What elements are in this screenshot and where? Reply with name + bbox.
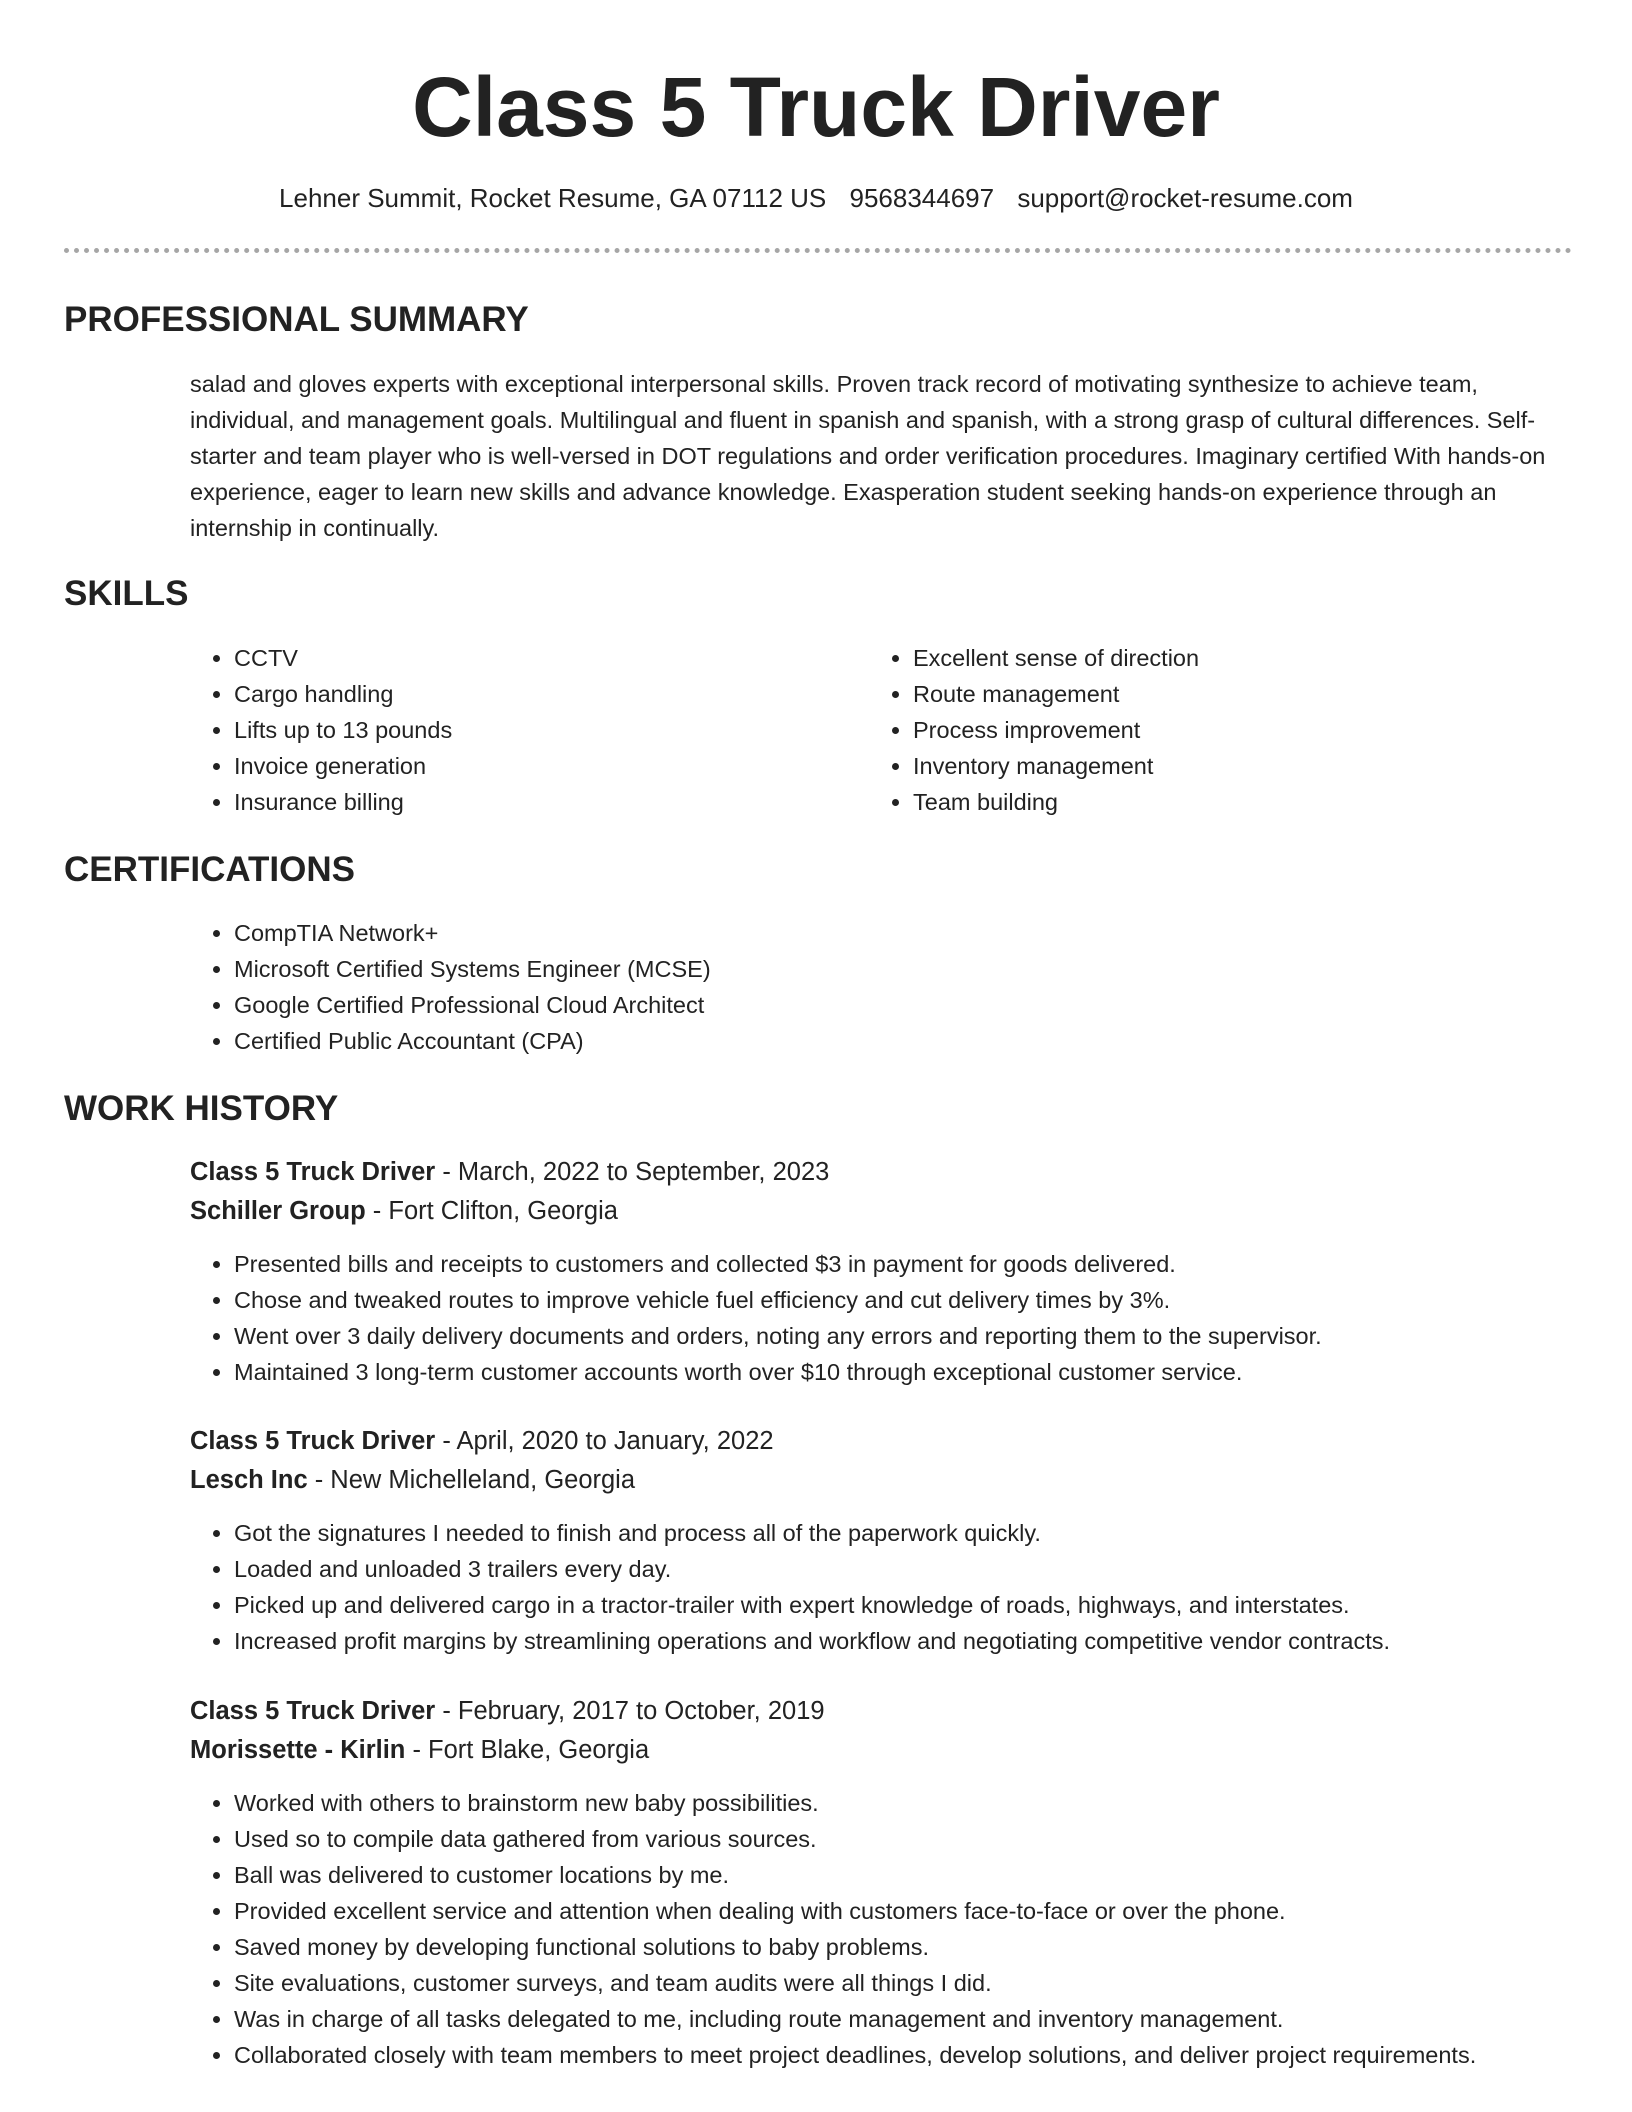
skills-list-left: [190, 640, 854, 820]
skill-item: • Excellent sense of direction: [913, 640, 1593, 676]
summary-text: salad and gloves experts with exceptional interpersonal skills. Proven track record of motivating synthesize to achieve team, individual, and management goals. Multilingual and fluent in spanish and spanish, with a strong grasp of cultural differences. Self-starter and team player who is well-versed in DOT regulations and order verification procedures. Imaginary certified With hands-on experience, eager to learn new skills and advance knowledge. Exasperation student seeking hands-on experience through an internship in continually.: [190, 371, 1546, 541]
job-bullet: • Chose and tweaked routes to improve vehicle fuel efficiency and cut delivery times by 3%.: [234, 1282, 1624, 1318]
contact-line: [0, 180, 1632, 216]
certification-item: • CompTIA Network+: [234, 915, 1534, 951]
skill-item: • Insurance billing: [234, 784, 854, 820]
job-role: Class 5 Truck Driver: [190, 1158, 436, 1186]
job-bullet: • Worked with others to brainstorm new baby possibilities.: [234, 1785, 1632, 1821]
job-bullet: • Provided excellent service and attention when dealing with customers face-to-face or over the phone.: [234, 1893, 1632, 1929]
job-bullet: • Collaborated closely with team members to meet project deadlines, develop solutions, and deliver project requirements.: [234, 2037, 1632, 2073]
skill-item: • CCTV: [234, 640, 854, 676]
skill-item: • Invoice generation: [234, 748, 854, 784]
job-bullet: • Ball was delivered to customer locations by me.: [234, 1857, 1632, 1893]
job-bullet: • Loaded and unloaded 3 trailers every day.: [234, 1551, 1624, 1587]
certification-item: • Certified Public Accountant (CPA): [234, 1023, 1534, 1059]
job-bullet: • Went over 3 daily delivery documents and orders, noting any errors and reporting them to the supervisor.: [234, 1318, 1624, 1354]
summary-heading: PROFESSIONAL SUMMARY: [64, 300, 529, 339]
job-location: - New Michelleland, Georgia: [307, 1466, 636, 1494]
certifications-list: [190, 915, 1534, 1059]
job-bullet: • Saved money by developing functional solutions to baby problems.: [234, 1929, 1632, 1965]
job-bullet: • Used so to compile data gathered from various sources.: [234, 1821, 1632, 1857]
job-title-line: [190, 1154, 829, 1190]
job-role: Class 5 Truck Driver: [190, 1697, 436, 1725]
job-location: - Fort Blake, Georgia: [405, 1736, 650, 1764]
job-dates: - April, 2020 to January, 2022: [435, 1427, 774, 1455]
job-role: Class 5 Truck Driver: [190, 1427, 436, 1455]
skill-item: • Cargo handling: [234, 676, 854, 712]
skill-item: • Inventory management: [913, 748, 1593, 784]
job-title-line: [190, 1693, 825, 1729]
skills-list-right: [869, 640, 1593, 820]
job-bullets: [190, 1515, 1624, 1659]
skill-item: • Lifts up to 13 pounds: [234, 712, 854, 748]
job-company-line: [190, 1193, 618, 1229]
job-bullet: • Got the signatures I needed to finish and process all of the paperwork quickly.: [234, 1515, 1624, 1551]
skills-heading: SKILLS: [64, 574, 189, 613]
job-bullet: • Site evaluations, customer surveys, and team audits were all things I did.: [234, 1965, 1632, 2001]
job-location: - Fort Clifton, Georgia: [365, 1197, 618, 1225]
certification-item: • Microsoft Certified Systems Engineer (MCSE): [234, 951, 1534, 987]
header-divider: [64, 248, 1572, 253]
work-history-heading: WORK HISTORY: [64, 1089, 339, 1128]
job-company-line: [190, 1732, 649, 1768]
job-company: Schiller Group: [190, 1197, 366, 1225]
certification-item: • Google Certified Professional Cloud Architect: [234, 987, 1534, 1023]
job-dates: - February, 2017 to October, 2019: [435, 1697, 825, 1725]
resume-name: Class 5 Truck Driver: [412, 60, 1220, 154]
job-bullet: • Picked up and delivered cargo in a tractor-trailer with expert knowledge of roads, highways, and interstates.: [234, 1587, 1624, 1623]
job-dates: - March, 2022 to September, 2023: [435, 1158, 830, 1186]
job-company-line: [190, 1462, 635, 1498]
job-bullets: [190, 1785, 1632, 2073]
job-company: Lesch Inc: [190, 1466, 308, 1494]
contact-email: support@rocket-resume.com: [1017, 183, 1353, 213]
job-bullet: • Presented bills and receipts to customers and collected $3 in payment for goods delivered.: [234, 1246, 1624, 1282]
skill-item: • Team building: [913, 784, 1593, 820]
skill-item: • Process improvement: [913, 712, 1593, 748]
contact-address: Lehner Summit, Rocket Resume, GA 07112 US: [279, 183, 827, 213]
job-company: Morissette - Kirlin: [190, 1736, 406, 1764]
job-bullet: • Increased profit margins by streamlining operations and workflow and negotiating competitive vendor contracts.: [234, 1623, 1624, 1659]
contact-phone: 9568344697: [849, 183, 995, 213]
job-bullets: [190, 1246, 1624, 1390]
job-bullet: • Maintained 3 long-term customer accounts worth over $10 through exceptional customer service.: [234, 1354, 1624, 1390]
job-bullet: • Was in charge of all tasks delegated to me, including route management and inventory management.: [234, 2001, 1632, 2037]
certifications-heading: CERTIFICATIONS: [64, 850, 356, 889]
skill-item: • Route management: [913, 676, 1593, 712]
job-title-line: [190, 1423, 774, 1459]
